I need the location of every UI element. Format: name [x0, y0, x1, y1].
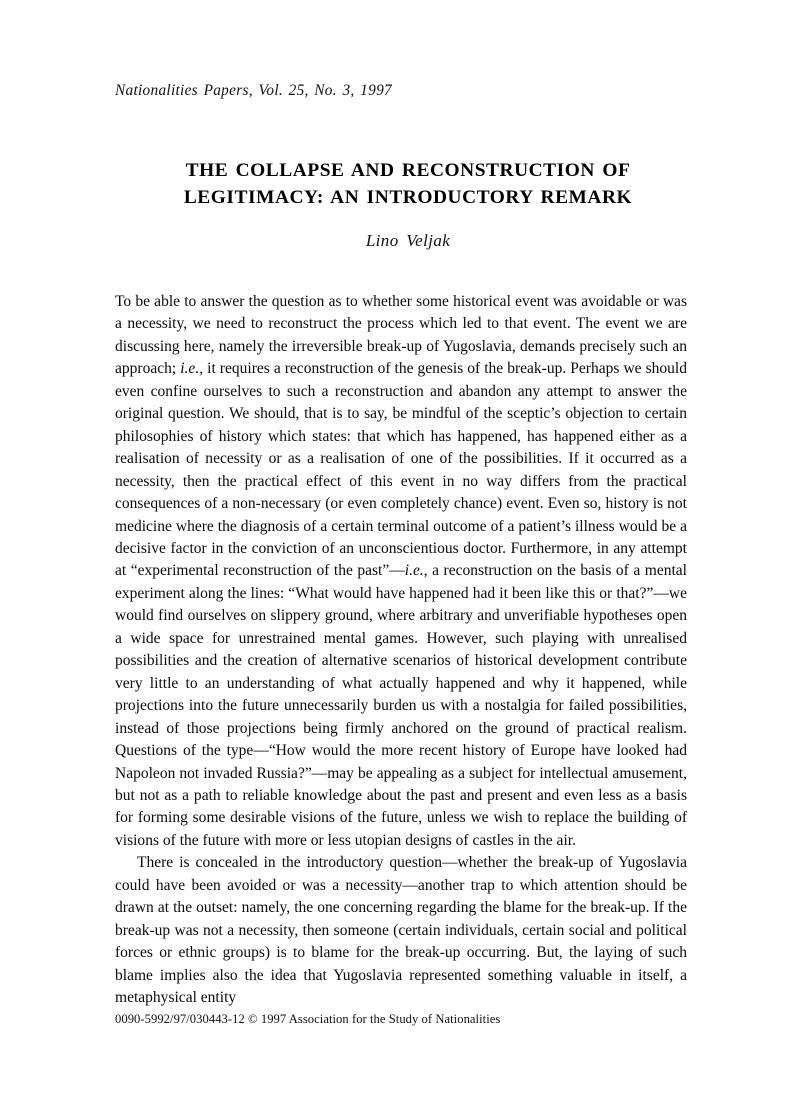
- paragraph-1-segment-1: To be able to answer the question as to whether some historical event was avoidable or was a necessity, we need to reconstruct the process which led to that event. The event we are discussing here, namely the irreversible break-up of Yugoslavia, demands precisely such an approach;: [115, 293, 687, 378]
- article-title-line-2: LEGITIMACY: AN INTRODUCTORY REMARK: [183, 186, 633, 208]
- article-author: Lino Veljak: [365, 231, 451, 250]
- article-title-line-1: THE COLLAPSE AND RECONSTRUCTION OF: [185, 160, 631, 181]
- paragraph-1-italic-ie-2: i.e.: [404, 562, 424, 580]
- paragraph-1-segment-3: , a reconstruction on the basis of a mental experiment along the lines: “What would have happened had it been like this or that?”—we would find ourselves on slippery ground, where arbitrary and unverifiable hypotheses open a wide space for unrestrained mental games. However, such playing with unrealised possibilities and the creation of alternative scenarios of historical development contribute very little to an understanding of what actually happened and why it happened, while projections into the future unnecessarily burden us with a nostalgia for failed possibilities, instead of those projections being firmly anchored on the ground of practical realism. Questions of the type—“How would the more recent history of Europe have looked had Napoleon not invaded Russia?”—may be appealing as a subject for intellectual amusement, but not as a path to reliable knowledge about the past and present and even less as a basis for forming some desirable visions of the future, unless we wish to replace the building of visions of the future with more or less utopian designs of castles in the air.: [115, 562, 687, 849]
- article-body: [115, 291, 687, 1010]
- footer-copyright: 0090-5992/97/030443-12 © 1997 Association for the Study of Nationalities: [115, 1012, 501, 1026]
- article-title: [168, 158, 648, 211]
- journal-running-head: Nationalities Papers, Vol. 25, No. 3, 1997: [115, 82, 392, 99]
- paragraph-1-italic-ie-1: i.e.: [180, 360, 200, 378]
- paragraph-1-segment-2: , it requires a reconstruction of the genesis of the break-up. Perhaps we should even confine ourselves to such a reconstruction and abandon any attempt to answer the original question. We should, that is to say, be mindful of the sceptic’s objection to certain philosophies of history which states: that which has happened, has happened either as a realisation of necessity or as a realisation of one of the possibilities. If it occurred as a necessity, then the practical effect of this event in no way differs from the practical consequences of a non-necessary (or even completely chance) event. Even so, history is not medicine where the diagnosis of a certain terminal outcome of a patient’s illness would be a decisive factor in the conviction of an unconscientious doctor. Furthermore, in any attempt at “experimental reconstruction of the past”—: [115, 360, 687, 580]
- body-paragraph-1: [115, 291, 687, 852]
- body-paragraph-2: There is concealed in the introductory question—whether the break-up of Yugoslavia could have been avoided or was a necessity—another trap to which attention should be drawn at the outset: namely, the one concerning regarding the blame for the break-up. If the break-up was not a necessity, then someone (certain individuals, certain social and political forces or ethnic groups) is to blame for the break-up occurring. But, the laying of such blame implies also the idea that Yugoslavia represented something valuable in itself, a metaphysical entity: [115, 854, 687, 1007]
